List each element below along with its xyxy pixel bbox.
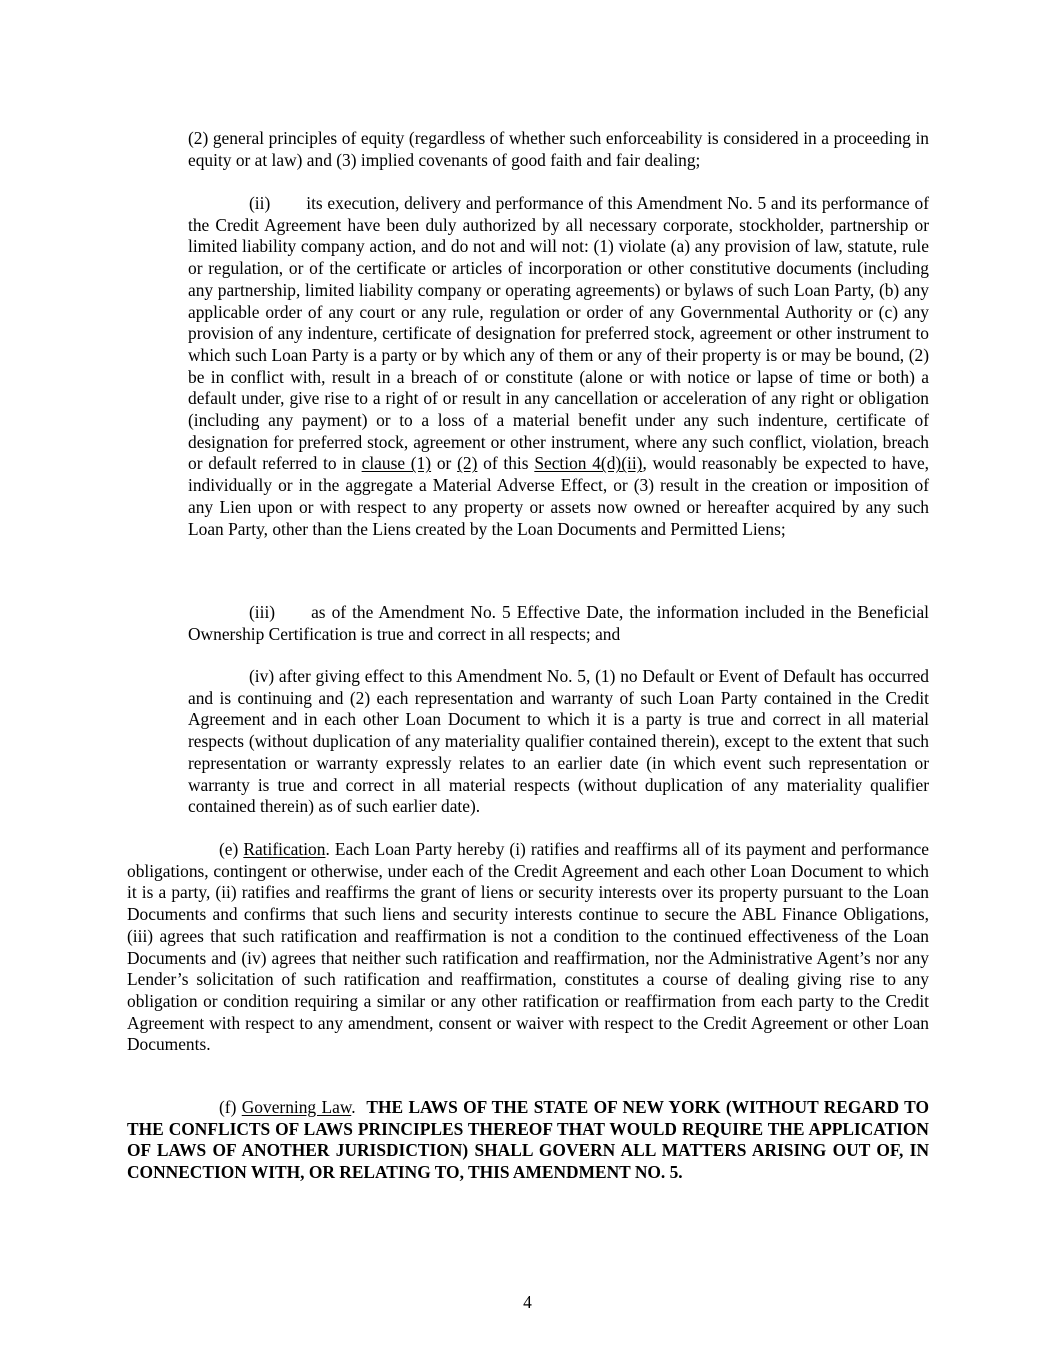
paragraph-text: . Each Loan Party hereby (i) ratifies and reaffirms all of its payment and performance obligations, contingent or otherwise, under each of the Credit Agreement and each other Loan Document to which it is a party, (ii) ratifies and reaffirms the grant of liens or security interests over its property pursuant to the Loan Documents and confirms that such liens and security interests continue to secure the ABL Finance Obligations, (iii) agrees that such ratification and reaffirmation is not a condition to the continued effectiveness of the Loan Documents and (iv) agrees that neither such ratification and reaffirmation, nor the Administrative Agent’s nor any Lender’s solicitation of such ratification and reaffirmation, constitutes a course of dealing giving rise to any obligation or condition requiring a similar or any other ratification or reaffirmation from each party to the Credit Agreement with respect to any amendment, consent or waiver with respect to the Credit Agreement or other Loan Documents. (127, 839, 929, 1055)
paragraph-e-ratification (127, 839, 929, 1056)
section-heading-ratification: Ratification (243, 839, 326, 859)
clause-1-reference: clause (1) (361, 453, 432, 474)
paragraph-d-i-continuation (188, 128, 929, 171)
item-label: (f) (219, 1097, 237, 1117)
governing-law-bold-text: THE LAWS OF THE STATE OF NEW YORK (WITHOUT REGARD TO THE CONFLICTS OF LAWS PRINCIPLES THEREOF THAT WOULD REQUIRE THE APPLICATION OF LAWS OF ANOTHER JURISDICTION) SHALL GOVERN ALL MATTERS ARISING OUT OF, IN CONNECTION WITH, OR RELATING TO, THIS AMENDMENT NO. 5. (127, 1097, 929, 1183)
page-number: 4 (523, 1292, 532, 1312)
paragraph-text: as of the Amendment No. 5 Effective Date, the information included in the Beneficial Ownership Certification is true and correct in all respects; and (188, 602, 929, 644)
paragraph-text: its execution, delivery and performance of this Amendment No. 5 and its performance of the Credit Agreement have been duly authorized by all necessary corporate, stockholder, partnership or limited liability company action, and do not and will not: (1) violate (a) any provision of law, statute, rule or regulation, or of the certificate or articles of incorporation or other constitutive documents (including any partnership, limited liability company or operating agreements) or bylaws of such Loan Party, (b) any applicable order of any court or any rule, regulation or order of any Governmental Authority or (c) any provision of any indenture, certificate of designation for preferred stock, agreement or other instrument to which such Loan Party is a party or by which any of them or any of their property is or may be bound, (2) be in conflict with, result in a breach of or constitute (alone or with notice or lapse of time or both) a default under, give rise to a right of or result in any cancellation or acceleration of any right or obligation (including any payment) or to a loss of a material benefit under any such indenture, certificate of designation for preferred stock, agreement or other instrument, where any such conflict, violation, breach or default referred to in (188, 193, 929, 474)
connector-text: of this (483, 453, 529, 474)
heading-period: . (351, 1097, 356, 1117)
paragraph-d-ii (188, 193, 929, 540)
paragraph-f-governing-law (127, 1097, 929, 1184)
section-heading-governing-law: Governing Law (241, 1097, 352, 1117)
item-label: (iii) (249, 602, 276, 622)
paragraph-d-iii (188, 602, 929, 645)
section-4dii-reference: Section 4(d)(ii) (534, 453, 643, 474)
paragraph-text: , would reasonably be expected to have, individually or in the aggregate a Material Adverse Effect, or (3) result in the creation or imposition of any Lien upon or with respect to any property or assets now owned or hereafter acquired by any such Loan Party, other than the Liens created by the Loan Documents and Permitted Liens; (188, 453, 930, 539)
item-label: (ii) (249, 193, 271, 213)
item-label: (e) (219, 839, 239, 859)
connector-text: or (436, 453, 452, 474)
paragraph-text: (2) general principles of equity (regardless of whether such enforceability is considered in a proceeding in equity or at law) and (3) implied covenants of good faith and fair dealing; (188, 128, 929, 170)
paragraph-text: (iv) after giving effect to this Amendment No. 5, (1) no Default or Event of Default has occurred and is continuing and (2) each representation and warranty of such Loan Party contained in the Credit Agreement and in each other Loan Document to which it is a party is true and correct in all material respects (without duplication of any materiality qualifier contained therein), except to the extent that such representation or warranty expressly relates to an earlier date (in which event such representation or warranty is true and correct in all material respects (without duplication of any materiality qualifier contained therein) as of such earlier date). (188, 666, 929, 817)
paragraph-d-iv (188, 666, 929, 818)
clause-2-reference: (2) (457, 453, 478, 474)
